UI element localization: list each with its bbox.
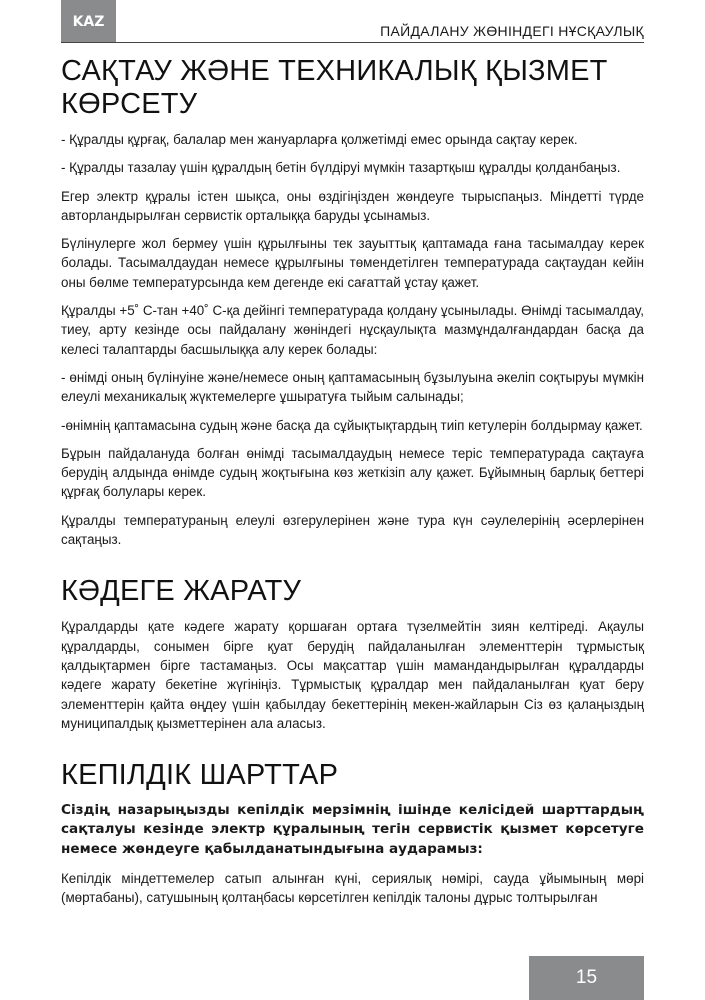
page-number-tab xyxy=(529,956,644,1000)
page-content xyxy=(61,55,644,917)
storage-paragraph: Бүлінулерге жол бермеу үшін құрылғыны тек зауыттық қаптамада ғана тасымалдау керек болады. Тасымалдаудан немесе құрылғыны төмендетілген температурада сақтаудан кейін оны бөлме температурсында кем дегенде екі сағаттай ұстау қажет. xyxy=(61,236,644,290)
running-header: ПАЙДАЛАНУ ЖӨНІНДЕГІ НҰСҚАУЛЫҚ xyxy=(380,23,644,39)
language-tab xyxy=(61,0,116,43)
storage-section xyxy=(61,55,644,549)
storage-paragraph: - Құралды құрғақ, балалар мен жануарларға қолжетімді емес орында сақтау керек. xyxy=(61,132,578,147)
disposal-paragraph: Құралдарды қате кәдеге жарату қоршаған ортаға түзелмейтін зиян келтіреді. Ақаулы құралдарды, сонымен бірге қуат берудің пайдаланылған элементтерін тұрмыстық қалдықтармен бірге тастамаңыз. Осы мақсаттар үшін мамандандырылған құралдарды кәдеге жарату бекетіне жүгініңіз. Тұрмыстық құралдар мен пайдаланылған қуат беру элементтерін қайта өңдеу үшін қабылдау бекеттерінің мекен-жайларын Сіз өз қалаңыздың муниципалдық қызметтерінен ала аласыз. xyxy=(61,619,644,731)
storage-paragraph: Бұрын пайдалануда болған өнімді тасымалдаудың немесе теріс температурада сақтауға берудің алдында өнімде судың жоқтығына көз жеткізіп алу қажет. Бұйымның барлық беттері құрғақ болулары керек. xyxy=(61,445,644,500)
storage-heading: САҚТАУ ЖӘНЕ ТЕХНИКАЛЫҚ ҚЫЗМЕТ КӨРСЕТУ xyxy=(61,55,608,120)
warranty-lead: Сіздің назарыңызды кепілдік мерзімнің ішінде келісідей шарттардың сақталуы кезінде электр құралының тегін сервистік қызмет көрсетуге немесе жөндеуге қабылданатындығына аударамыз: xyxy=(61,802,644,857)
storage-paragraph: -өнімнің қаптамасына судың және басқа да сұйықтықтардың тиіп кетулерін болдырмау қажет. xyxy=(61,417,643,433)
storage-paragraph: - өнімді оның бүлінуіне және/немесе оның қаптамасының бұзылуына әкеліп соқтыруы мүмкін елеулі механикалық жүктемелерге ұшыратуға тыйым салынады; xyxy=(61,369,644,405)
warranty-section xyxy=(61,759,644,907)
language-code: KAZ xyxy=(72,13,105,30)
disposal-section xyxy=(61,575,644,733)
storage-paragraph: - Құралды тазалау үшін құралдың бетін бүлдіруі мүмкін тазартқыш құралды қолданбаңыз. xyxy=(61,160,621,176)
storage-paragraph: Құралды +5˚ С-тан +40˚ С-қа дейінгі температурада қолдану ұсынылады. Өнімді тасымалдау, тиеу, арту кезінде осы пайдалану жөніндегі нұсқаулықта мазмұндалғандардан басқа да келесі талаптарды басшылыққа алу керек болады: xyxy=(61,303,644,357)
header-divider xyxy=(61,42,644,43)
warranty-heading: КЕПІЛДІК ШАРТТАР xyxy=(61,759,339,792)
storage-paragraph: Егер электр құралы істен шықса, оны өздігіңізден жөндеуге тырыспаңыз. Міндетті түрде авторландырылған сервистік орталыққа баруды ұсынамыз. xyxy=(61,188,644,223)
disposal-heading: КӘДЕГЕ ЖАРАТУ xyxy=(61,575,302,608)
warranty-paragraph: Кепілдік міндеттемелер сатып алынған күні, сериялық нөмірі, сауда ұйымының мөрі (мөртабаны), сатушының қолтаңбасы көрсетілген кепілдік талоны дұрыс толтырылған xyxy=(61,871,644,906)
storage-paragraph: Құралды температураның елеулі өзгерулерінен және тура күн сәулелерінің әсерлерінен сақтаңыз. xyxy=(61,512,644,548)
page-number: 15 xyxy=(575,967,598,988)
